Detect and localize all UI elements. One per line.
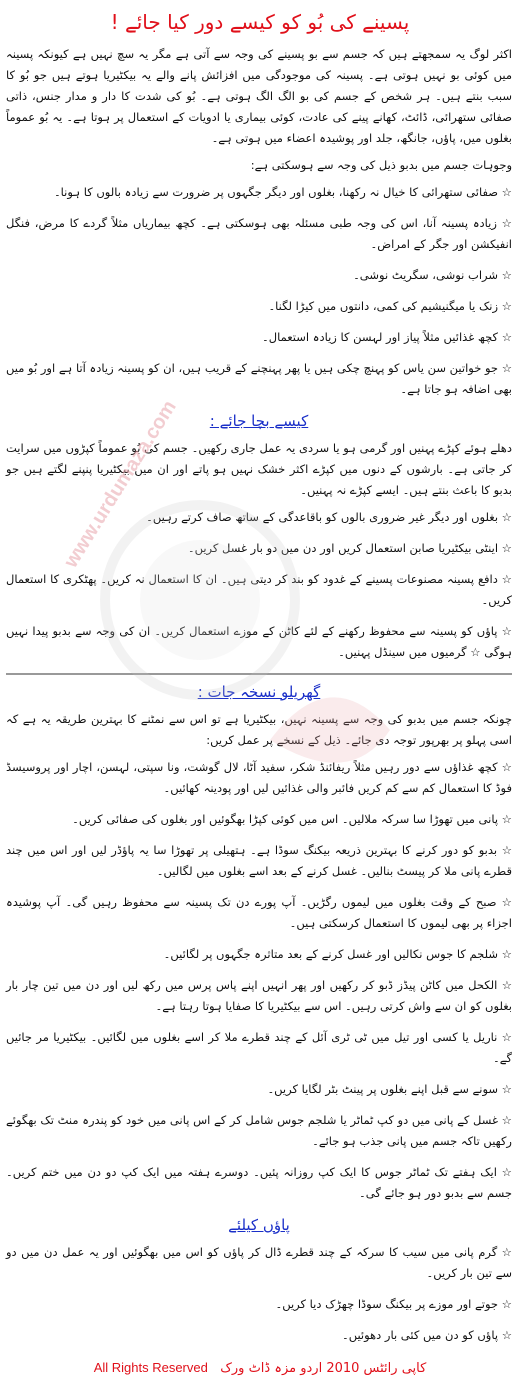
remedy-item: ☆ غسل کے پانی میں دو کپ ٹماٹر یا شلجم جوس شامل کر کے اس پانی میں خود کو پندرہ منٹ تک بھگوئے رکھیں تاکہ جسم میں پانی جذب ہو جائے۔ [6,1113,512,1148]
prevention-item: ☆ بغلوں اور دیگر غیر ضروری بالوں کو باقاعدگی کے ساتھ صاف کرتے رہیں۔ [146,510,512,524]
cause-item: ☆ شراب نوشی، سگریٹ نوشی۔ [353,268,512,282]
copyright-footer [0,1360,520,1376]
page-title: پسینے کی بُو کو کیسے دور کیا جائے ! [110,10,410,34]
watermark-url: www.urdumaza.com [60,396,181,572]
section-heading-feet: پاؤں کیلئے [228,1216,290,1234]
copyright-text: کاپی رائٹس 2010 اردو مزہ ڈاٹ ورک [220,1361,427,1376]
cause-item: ☆ صفائی ستھرائی کا خیال نہ رکھنا، بغلوں اور دیگر جگہوں پر ضرورت سے زیادہ بالوں کا ہونا۔ [53,185,512,199]
cause-item: ☆ زیادہ پسینہ آنا، اس کی وجہ طبی مسئلہ بھی ہوسکتی ہے۔ کچھ بیماریاں مثلاً گردے کا مرض، فنگل انفیکشن اور جگر کے امراض۔ [6,216,512,251]
feet-item: ☆ گرم پانی میں سیب کا سرکہ کے چند قطرے ڈال کر پاؤں کو اس میں بھگوئیں اور یہ عمل دن میں دو سے تین بار کریں۔ [6,1245,512,1280]
section-heading-home-remedies: گھریلو نسخہ جات : [197,683,321,701]
remedy-item: ☆ کچھ غذاؤں سے دور رہیں مثلاً ریفائنڈ شکر، سفید آٹا، لال گوشت، ونا سپتی، لہسن، اچار اور پروسیسڈ فوڈ کا استعمال کم سے کم کریں فائبر والی غذائیں لیں اور پودینہ کھائیں۔ [6,760,512,795]
prevention-intro: دھلے ہوئے کپڑے پہنیں اور گرمی ہو یا سردی یہ عمل جاری رکھیں۔ جسم کی بُو عموماً کپڑوں میں سرایت کر جاتی ہے۔ بارشوں کے دنوں میں کپڑے اکثر خشک نہیں ہو پاتے اور ان میں بیکٹیریا پنپنے لگتے ہیں جو بدبو کا باعث بنتے ہیں۔ ایسے کپڑے نہ پہنیں۔ [6,441,512,497]
cause-item: ☆ کچھ غذائیں مثلاً پیاز اور لہسن کا زیادہ استعمال۔ [261,330,512,344]
remedy-item: ☆ سونے سے قبل اپنے بغلوں پر پینٹ بٹر لگایا کریں۔ [267,1082,512,1096]
remedy-item: ☆ الکحل میں کاٹن پیڈز ڈبو کر رکھیں اور پھر انہیں اپنے پاس پرس میں رکھ لیں اور دن میں تین چار بار بغلوں کو ان سے واش کرتی رہیں۔ اس سے بیکٹیریا کا صفایا ہوتا رہتا ہے۔ [6,978,512,1013]
remedy-item: ☆ ایک ہفتے تک ٹماٹر جوس کا ایک کپ روزانہ پئیں۔ دوسرے ہفتہ میں ایک کپ دو دن میں ختم کریں۔ جسم سے بدبو دور ہو جائے گی۔ [6,1165,512,1200]
remedy-item: ☆ شلجم کا جوس نکالیں اور غسل کرنے کے بعد متاثرہ جگہوں پر لگائیں۔ [163,947,512,961]
article-body [0,44,520,1346]
feet-item: ☆ پاؤں کو دن میں کئی بار دھوئیں۔ [341,1328,512,1342]
remedy-item: ☆ ناریل یا کسی اور تیل میں ٹی ٹری آئل کے چند قطرے ملا کر اسے بغلوں میں لگائیں۔ بیکٹیریا مر جائیں گے۔ [6,1030,512,1065]
prevention-item: ☆ دافع پسینہ مصنوعات پسینے کے غدود کو بند کر دیتی ہیں۔ ان کا استعمال نہ کریں۔ پھٹکری کا استعمال کریں۔ [6,572,512,607]
section-heading-prevention: کیسے بچا جائے : [209,412,309,430]
feet-item: ☆ جوتے اور موزے پر بیکنگ سوڈا چھڑک دیا کریں۔ [275,1297,512,1311]
remedy-item: ☆ بدبو کو دور کرنے کا بہترین ذریعہ بیکنگ سوڈا ہے۔ ہتھیلی پر تھوڑا سا یہ پاؤڈر لیں اور اس میں چند قطرے پانی ملا کر پیسٹ بنالیں۔ غسل کرنے کے بعد اسے بغلوں میں لگالیں۔ [6,843,512,878]
cause-item: ☆ زنک یا میگنیشیم کی کمی، دانتوں میں کیڑا لگنا۔ [268,299,512,313]
rights-text: All Rights Reserved [93,1360,208,1375]
home-remedies-intro: چونکہ جسم میں بدبو کی وجہ سے پسینہ نہیں، بیکٹیریا ہے تو اس سے نمٹنے کا بہترین طریقہ یہ ہے کہ اسی پہلو پر بھرپور توجہ دی جائے۔ ذیل کے نسخے پر عمل کریں: [6,712,512,747]
causes-lead: وجوہات جسم میں بدبو ذیل کی وجہ سے ہوسکتی ہے: [250,158,512,172]
remedy-item: ☆ پانی میں تھوڑا سا سرکہ ملالیں۔ اس میں کوئی کپڑا بھگوئیں اور بغلوں کی صفائی کریں۔ [72,812,512,826]
cause-item: ☆ جو خواتین سن یاس کو پہنچ چکی ہیں یا پھر پہنچنے کے قریب ہیں، ان کو پسینہ زیادہ آتا ہے اور بُو میں بھی اضافہ ہو جاتا ہے۔ [6,361,512,396]
remedy-item: ☆ صبح کے وقت بغلوں میں لیموں رگڑیں۔ آپ پورے دن تک پسینہ سے محفوظ رہیں گی۔ آپ پوشیدہ اجزاء پر بھی لیموں کا استعمال کرسکتی ہیں۔ [6,895,512,930]
prevention-item: ☆ پاؤں کو پسینہ سے محفوظ رکھنے کے لئے کاٹن کے موزے استعمال کریں۔ ان کی وجہ سے بدبو پیدا نہیں ہوگی ☆ گرمیوں میں سینڈل پہنیں۔ [6,624,512,659]
intro-paragraph: اکثر لوگ یہ سمجھتے ہیں کہ جسم سے بو پسینے کی وجہ سے آتی ہے مگر یہ سچ نہیں ہے کیونکہ پسینہ میں کوئی بو نہیں ہوتی ہے۔ پسینہ کی موجودگی میں افزائش پانے والے یہ بیکٹیریا ہوتے ہیں جو بُو کا سبب بنتے ہیں۔ ہر شخص کے جسم کی بو الگ الگ ہوتی ہے۔ بُو کی شدت کا دار و مدار جنس، ذاتی صفائی ستھرائی، ڈائٹ، کھانے پینے کی عادت، کوئی بیماری یا ادویات کے استعمال پر ہوتا ہے۔ یہ بُو عموماً بغلوں میں، پاؤں، جانگھ، جلد اور پوشیدہ اعضاء میں ہوتی ہے۔ [6,47,512,145]
prevention-item: ☆ اینٹی بیکٹیریا صابن استعمال کریں اور دن میں دو بار غسل کریں۔ [187,541,512,555]
section-divider [6,673,512,675]
